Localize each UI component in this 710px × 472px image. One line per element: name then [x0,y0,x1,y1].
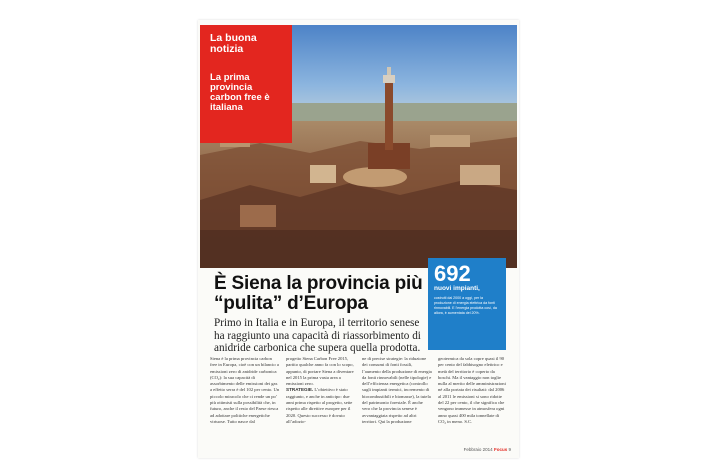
body-column-4 [438,356,508,448]
article-body [210,356,508,448]
footer-page-number: 9 [508,447,511,452]
page-footer [464,447,511,452]
body-text-2: progetto Siena Carbon Free 2015, partito qualche anno fa con lo scopo, appunto, di portare Siena a diventare nel 2015 la prima vasta area a emissioni zero. [286,356,354,387]
article-standfirst: Primo in Italia e in Europa, il territorio senese ha raggiunto una capacità di riassorbimento di anidride carbonica che supera quella prodotta. [214,317,421,354]
body-text-4: geotermica da sola copre quasi il 90 per cento del fabbisogno elettrico e metà del territorio è coperto da boschi. Ma il vantaggio non toglie nulla al merito delle amministrazioni né alla portata dei risultati: dal 2006 al 2011 le emissioni si sono ridotte del 22 per cento, il che significa che vengono immesse in atmosfera ogni anno quasi 400 mila tonnellate di CO₂ in meno. S.C. [438,356,506,424]
stat-box [428,258,506,350]
footer-date: Febbraio 2014 [463,447,493,452]
body-column-1 [210,356,280,448]
article-headline: È Siena la provincia più “pulita” d’Europa [214,273,423,314]
footer-brand: Focus [493,447,508,452]
strategy-text: L’obiettivo è stato raggiunto, e anche in anticipo: due anni prima rispetto al progetto, sette rispetto alle direttive europee per il 2020. Questo successo è dovuto all’adozio- [286,387,353,424]
stat-number: 692 [434,261,471,286]
body-column-3 [362,356,432,448]
body-text-3: ne di precise strategie: la riduzione dei consumi di fonti fossili, l’aumento della produzione di energia da fonti rinnovabili (nelle tipologie) e dell’efficienza energetica (controllo sugli impianti termici, incremento di biocombustibili e biomasse), la tutela del patrimonio forestale. È anche vero che la provincia senese è avvantaggiata rispetto ad altri territori. Qui la produzione [362,356,432,424]
section-subkicker: La prima provincia carbon free è italiana [210,72,270,113]
section-kicker: La buona notizia [210,32,257,55]
body-text-1: Siena è la prima provincia carbon free in Europa, cioè con un bilancio a emissioni zero di anidride carbonica (CO₂): la sua capacità di assorbimento delle emissioni dei gas a effetto serra è del 102 per cento. Un piccolo miracolo che ci rende un po’ più ottimisti sulla possibilità che, in futuro, anche il resto del Paese riesca ad adottare politiche energetiche virtuose. Tutto nasce dal [210,356,280,424]
magazine-page [198,20,519,458]
stat-text: costruiti dal 2000 a oggi, per la produzione di energia elettrica da fonti rinnovabili. E l’energia prodotta così, da allora, è aumentata del 20%. [434,296,497,315]
body-column-2 [286,356,356,448]
red-callout-box [200,25,292,143]
strategy-label: STRATEGIE. [286,387,314,393]
stat-label: nuovi impianti, [434,285,480,292]
